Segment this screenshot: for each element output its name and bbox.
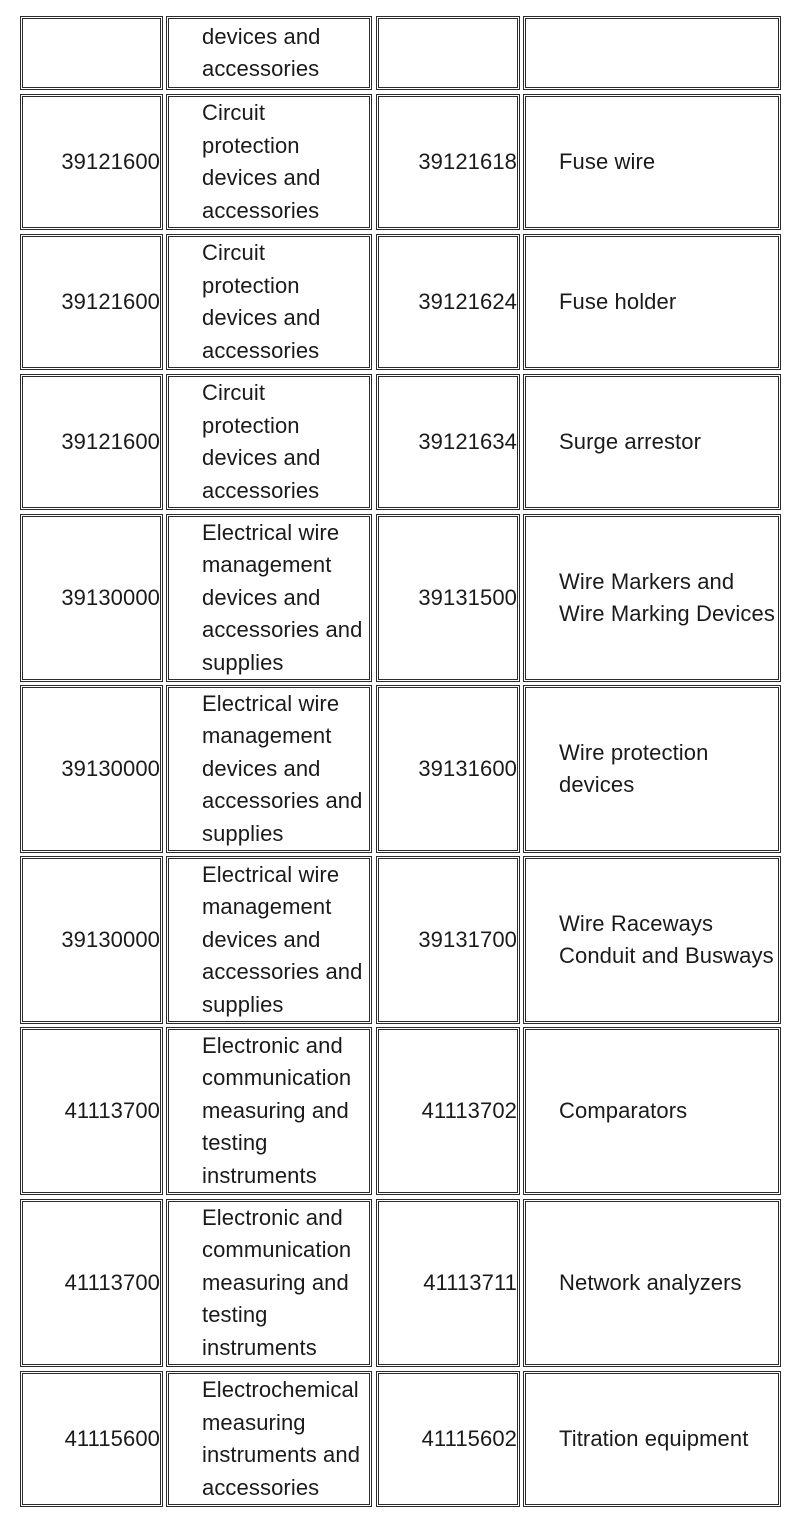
commodity-code-cell: 39131700 <box>376 856 520 1024</box>
segment-title-cell: Circuit protection devices and accessories <box>166 374 372 510</box>
segment-title-cell: Electrical wire management devices and accessories and supplies <box>166 685 372 853</box>
segment-title-cell: Electrochemical measuring instruments and accessories <box>166 1371 372 1507</box>
commodity-code-cell: 41113711 <box>376 1199 520 1367</box>
table-row <box>16 234 784 374</box>
segment-code-cell: 39130000 <box>20 514 163 682</box>
commodity-title-cell: Wire protection devices <box>523 685 781 853</box>
segment-code-cell <box>20 16 163 90</box>
commodity-title-cell: Titration equipment <box>523 1371 781 1507</box>
table-row <box>16 1027 784 1199</box>
commodity-code-cell: 39131500 <box>376 514 520 682</box>
commodity-code-cell: 41115602 <box>376 1371 520 1507</box>
table-row <box>16 374 784 514</box>
commodity-code-cell: 39131600 <box>376 685 520 853</box>
table-row <box>16 16 784 94</box>
table-row <box>16 1371 784 1509</box>
segment-code-cell: 41113700 <box>20 1199 163 1367</box>
table-row <box>16 1199 784 1371</box>
segment-code-cell: 41115600 <box>20 1371 163 1507</box>
table-row <box>16 94 784 234</box>
segment-title-cell: Circuit protection devices and accessories <box>166 94 372 230</box>
segment-code-cell: 39121600 <box>20 94 163 230</box>
commodity-code-cell: 41113702 <box>376 1027 520 1195</box>
commodity-title-cell: Network analyzers <box>523 1199 781 1367</box>
segment-code-cell: 39130000 <box>20 856 163 1024</box>
commodity-title-cell: Fuse wire <box>523 94 781 230</box>
commodity-title-cell: Fuse holder <box>523 234 781 370</box>
commodity-code-cell: 39121634 <box>376 374 520 510</box>
commodity-title-cell: Wire Raceways Conduit and Busways <box>523 856 781 1024</box>
commodity-title-cell: Comparators <box>523 1027 781 1195</box>
table-row <box>16 856 784 1027</box>
commodity-code-cell: 39121618 <box>376 94 520 230</box>
segment-title-cell: Electrical wire management devices and accessories and supplies <box>166 514 372 682</box>
segment-code-cell: 39121600 <box>20 234 163 370</box>
commodity-title-cell <box>523 16 781 90</box>
segment-title-cell: Electronic and communication measuring and testing instruments <box>166 1199 372 1367</box>
table-row <box>16 685 784 856</box>
commodity-code-cell: 39121624 <box>376 234 520 370</box>
segment-title-cell: Circuit protection devices and accessories <box>166 234 372 370</box>
segment-code-cell: 39121600 <box>20 374 163 510</box>
segment-title-cell: Electrical wire management devices and accessories and supplies <box>166 856 372 1024</box>
commodity-title-cell: Wire Markers and Wire Marking Devices <box>523 514 781 682</box>
commodity-code-cell <box>376 16 520 90</box>
commodity-code-table <box>16 16 784 1509</box>
segment-code-cell: 39130000 <box>20 685 163 853</box>
segment-title-cell: devices and accessories <box>166 16 372 90</box>
segment-title-cell: Electronic and communication measuring and testing instruments <box>166 1027 372 1195</box>
commodity-title-cell: Surge arrestor <box>523 374 781 510</box>
segment-code-cell: 41113700 <box>20 1027 163 1195</box>
table-row <box>16 514 784 685</box>
